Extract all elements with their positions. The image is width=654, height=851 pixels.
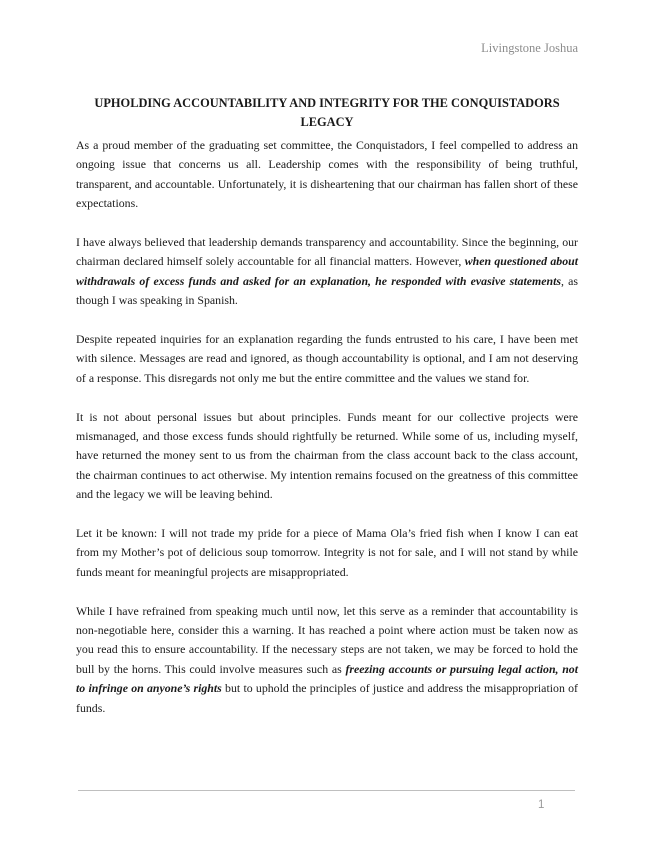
paragraph-2-text-c: , as though I was speaking in Spanish. bbox=[76, 273, 578, 308]
page-number: 1 bbox=[538, 799, 545, 811]
paragraph-5: Let it be known: I will not trade my pride for a piece of Mama Ola’s fried fish when I know I can eat from my Mother’s pot of delicious soup tomorrow. Integrity is not for sale, and I will not stand by while funds meant for meaningful projects are misappropriated. bbox=[76, 526, 578, 579]
document-title: UPHOLDING ACCOUNTABILITY AND INTEGRITY FOR THE CONQUISTADORS LEGACY bbox=[94, 96, 560, 130]
document-body bbox=[76, 136, 578, 718]
paragraph-2 bbox=[76, 233, 578, 311]
paragraph-6-text-a: While I have refrained from speaking much until now, let this serve as a reminder that accountability is non-negotiable here, consider this a warning. It has reached a point where action must be taken now as you read this to ensure accountability. If the necessary steps are not taken, we may be forced to hold the bull by the horns. This could involve measures such as bbox=[76, 603, 578, 676]
paragraph-6 bbox=[76, 602, 578, 718]
paragraph-2-emphasis: when questioned about withdrawals of excess funds and asked for an explanation, he responded with evasive statements bbox=[76, 254, 578, 288]
paragraph-4: It is not about personal issues but about principles. Funds meant for our collective projects were mismanaged, and those excess funds should rightfully be returned. While some of us, including myself, have returned the money sent to us from the chairman from the class account back to the class account, the chairman continues to act otherwise. My intention remains focused on the greatness of this committee and the legacy we will be leaving behind. bbox=[76, 409, 578, 502]
paragraph-1: As a proud member of the graduating set committee, the Conquistadors, I feel compelled to address an ongoing issue that concerns us all. Leadership comes with the responsibility of being truthful, transparent, and accountable. Unfortunately, it is disheartening that our chairman has fallen short of these expectations. bbox=[76, 138, 578, 211]
paragraph-6-emphasis: freezing accounts or pursuing legal action, not to infringe on anyone’s rights bbox=[76, 661, 579, 696]
header-author-name: Livingstone Joshua bbox=[481, 41, 578, 55]
paragraph-6-text-c: but to uphold the principles of justice and address the misappropriation of funds. bbox=[76, 681, 578, 715]
paragraph-3: Despite repeated inquiries for an explanation regarding the funds entrusted to his care, I have been met with silence. Messages are read and ignored, as though accountability is optional, and I am not deserving of a response. This disregards not only me but the entire committee and the values we stand for. bbox=[76, 332, 578, 385]
paragraph-2-text-a: I have always believed that leadership demands transparency and accountability. Since the beginning, our chairman declared himself solely accountable for all financial matters. However, bbox=[76, 235, 578, 269]
footer-divider bbox=[78, 790, 575, 791]
